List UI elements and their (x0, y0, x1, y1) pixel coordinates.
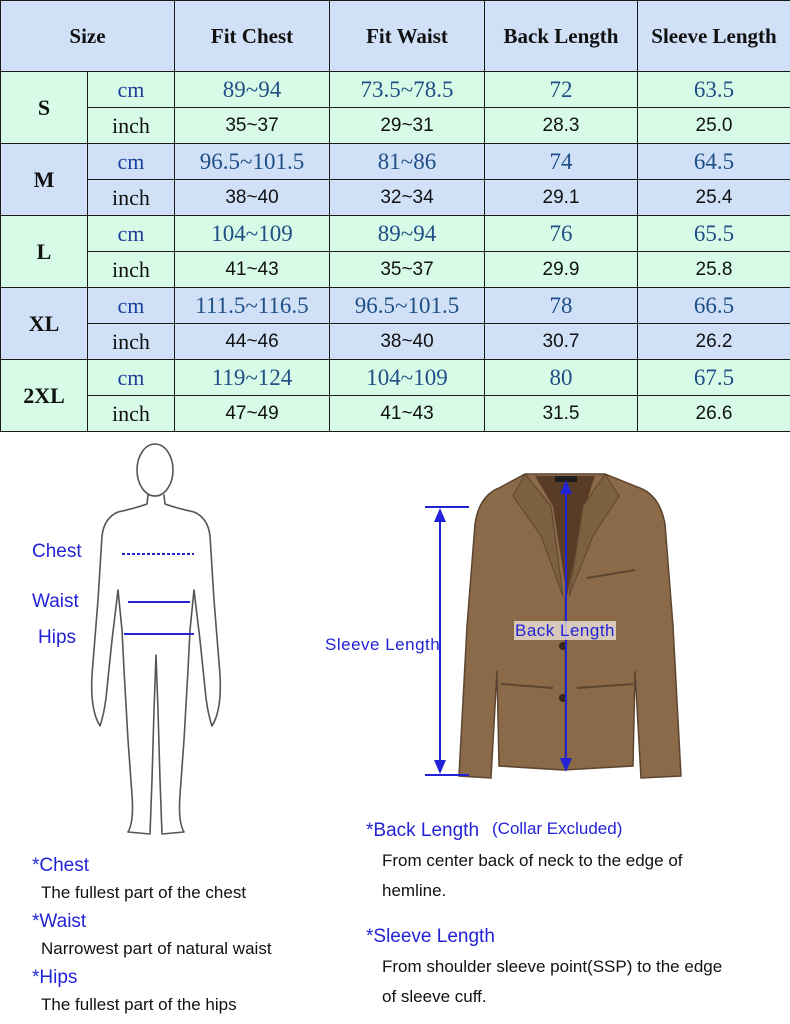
table-cell: 73.5~78.5 (330, 72, 485, 108)
sleeve-length-note-desc-1: From shoulder sleeve point(SSP) to the edge (382, 957, 723, 976)
table-cell: 66.5 (638, 288, 790, 324)
table-cell: 41~43 (330, 396, 485, 432)
chest-label: Chest (32, 541, 82, 562)
table-cell: 38~40 (330, 324, 485, 360)
back-length-note-desc-2: hemline. (382, 881, 447, 900)
hips-note-desc: The fullest part of the hips (41, 995, 237, 1014)
waist-note-title: *Waist (32, 911, 87, 932)
table-cell: 104~109 (330, 360, 485, 396)
table-row (1, 360, 790, 396)
table-cell: 35~37 (330, 252, 485, 288)
table-row (1, 324, 790, 360)
table-cell: 25.4 (638, 180, 790, 216)
table-cell: 76 (485, 216, 638, 252)
table-cell: 31.5 (485, 396, 638, 432)
size-label: L (1, 216, 88, 288)
hips-note-title: *Hips (32, 967, 78, 988)
table-cell: 25.8 (638, 252, 790, 288)
table-cell: 28.3 (485, 108, 638, 144)
table-row (1, 288, 790, 324)
table-cell: 26.6 (638, 396, 790, 432)
back-length-label: Back Length (515, 621, 616, 640)
table-cell: 80 (485, 360, 638, 396)
back-length-note-title: *Back Length (366, 820, 480, 841)
size-label: M (1, 144, 88, 216)
waist-label: Waist (32, 591, 79, 612)
header-back-length: Back Length (485, 1, 638, 72)
unit-label: inch (88, 108, 175, 144)
table-row (1, 216, 790, 252)
size-label: 2XL (1, 360, 88, 432)
size-chart-table (0, 0, 790, 432)
table-cell: 72 (485, 72, 638, 108)
table-cell: 74 (485, 144, 638, 180)
header-sleeve-length: Sleeve Length (638, 1, 790, 72)
table-cell: 29.1 (485, 180, 638, 216)
unit-label: inch (88, 180, 175, 216)
table-cell: 119~124 (175, 360, 330, 396)
table-cell: 38~40 (175, 180, 330, 216)
header-fit-chest: Fit Chest (175, 1, 330, 72)
table-cell: 25.0 (638, 108, 790, 144)
table-cell: 26.2 (638, 324, 790, 360)
table-cell: 96.5~101.5 (330, 288, 485, 324)
sleeve-length-note-title: *Sleeve Length (366, 926, 495, 947)
table-cell: 89~94 (175, 72, 330, 108)
table-cell: 78 (485, 288, 638, 324)
table-cell: 65.5 (638, 216, 790, 252)
table-cell: 63.5 (638, 72, 790, 108)
table-cell: 81~86 (330, 144, 485, 180)
table-cell: 89~94 (330, 216, 485, 252)
back-length-note-desc-1: From center back of neck to the edge of (382, 851, 683, 870)
table-cell: 41~43 (175, 252, 330, 288)
header-fit-waist: Fit Waist (330, 1, 485, 72)
size-label: XL (1, 288, 88, 360)
unit-label: inch (88, 252, 175, 288)
chest-note-desc: The fullest part of the chest (41, 883, 247, 902)
waist-note-desc: Narrowest part of natural waist (41, 939, 272, 958)
unit-label: cm (88, 288, 175, 324)
size-label: S (1, 72, 88, 144)
back-length-note-sub: (Collar Excluded) (492, 819, 623, 838)
unit-label: inch (88, 396, 175, 432)
hips-label: Hips (38, 627, 77, 648)
table-cell: 35~37 (175, 108, 330, 144)
header-size: Size (1, 1, 175, 72)
table-cell: 64.5 (638, 144, 790, 180)
unit-label: cm (88, 144, 175, 180)
unit-label: cm (88, 72, 175, 108)
sleeve-length-note-desc-2: of sleeve cuff. (382, 987, 487, 1006)
table-cell: 104~109 (175, 216, 330, 252)
body-outline-illustration (80, 440, 250, 845)
table-header-row (1, 1, 790, 72)
unit-label: inch (88, 324, 175, 360)
unit-label: cm (88, 360, 175, 396)
table-cell: 111.5~116.5 (175, 288, 330, 324)
table-cell: 47~49 (175, 396, 330, 432)
table-cell: 67.5 (638, 360, 790, 396)
table-row (1, 72, 790, 108)
table-cell: 29.9 (485, 252, 638, 288)
table-row (1, 144, 790, 180)
body-measurement-lines (118, 548, 200, 638)
table-cell: 30.7 (485, 324, 638, 360)
table-cell: 44~46 (175, 324, 330, 360)
table-cell: 96.5~101.5 (175, 144, 330, 180)
unit-label: cm (88, 216, 175, 252)
table-cell: 29~31 (330, 108, 485, 144)
table-row (1, 108, 790, 144)
table-row (1, 396, 790, 432)
table-row (1, 180, 790, 216)
table-row (1, 252, 790, 288)
table-cell: 32~34 (330, 180, 485, 216)
chest-note-title: *Chest (32, 855, 90, 876)
sleeve-length-label: Sleeve Length (325, 635, 441, 654)
